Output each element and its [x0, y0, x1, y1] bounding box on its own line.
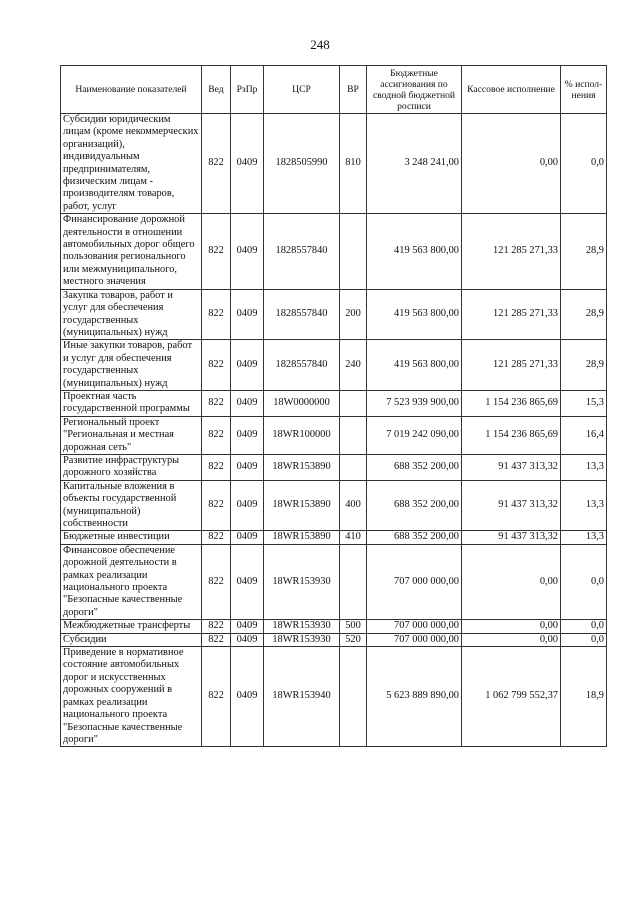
table-row	[61, 214, 607, 289]
row-cash: 0,00	[462, 544, 561, 619]
row-budget: 707 000 000,00	[367, 620, 462, 633]
row-rzpr: 0409	[231, 531, 264, 544]
row-rzpr: 0409	[231, 390, 264, 416]
row-ved: 822	[202, 647, 231, 747]
row-name: Региональный проект "Региональная и местная дорожная сеть"	[61, 416, 202, 454]
row-pct: 16,4	[561, 416, 607, 454]
row-name: Финансовое обеспечение дорожной деятельности в рамках реализации национального проекта "Безопасные качественные дороги"	[61, 544, 202, 619]
row-rzpr: 0409	[231, 544, 264, 619]
row-name: Бюджетные инвестиции	[61, 531, 202, 544]
row-pct: 28,9	[561, 340, 607, 391]
table-row	[61, 544, 607, 619]
table-row	[61, 340, 607, 391]
row-csr: 18WR153930	[264, 544, 340, 619]
row-pct: 28,9	[561, 289, 607, 340]
row-budget: 707 000 000,00	[367, 633, 462, 646]
row-rzpr: 0409	[231, 416, 264, 454]
header-rzpr: РзПр	[231, 66, 264, 114]
row-name: Развитие инфраструктуры дорожного хозяйства	[61, 454, 202, 480]
row-name: Субсидии	[61, 633, 202, 646]
row-vr: 410	[340, 531, 367, 544]
row-vr	[340, 416, 367, 454]
header-budget: Бюджетные ассигнования по сводной бюджетной росписи	[367, 66, 462, 114]
row-pct: 13,3	[561, 454, 607, 480]
header-ved: Вед	[202, 66, 231, 114]
row-vr	[340, 214, 367, 289]
row-pct: 0,0	[561, 114, 607, 214]
row-cash: 0,00	[462, 114, 561, 214]
row-csr: 18WR153930	[264, 620, 340, 633]
row-name: Капитальные вложения в объекты государственной (муниципальной) собственности	[61, 480, 202, 531]
row-budget: 707 000 000,00	[367, 544, 462, 619]
row-name: Межбюджетные трансферты	[61, 620, 202, 633]
row-ved: 822	[202, 544, 231, 619]
row-cash: 91 437 313,32	[462, 480, 561, 531]
row-budget: 419 563 800,00	[367, 289, 462, 340]
row-ved: 822	[202, 390, 231, 416]
row-vr: 240	[340, 340, 367, 391]
row-cash: 1 062 799 552,37	[462, 647, 561, 747]
row-cash: 121 285 271,33	[462, 289, 561, 340]
row-name: Финансирование дорожной деятельности в отношении автомобильных дорог общего пользования регионального или межмуниципального, местного значения	[61, 214, 202, 289]
row-csr: 18WR153890	[264, 480, 340, 531]
page-number: 248	[310, 37, 330, 52]
row-csr: 1828557840	[264, 340, 340, 391]
row-pct: 18,9	[561, 647, 607, 747]
header-vr: ВР	[340, 66, 367, 114]
row-ved: 822	[202, 620, 231, 633]
header-cash: Кассовое исполнение	[462, 66, 561, 114]
table-row	[61, 633, 607, 646]
row-vr	[340, 390, 367, 416]
row-rzpr: 0409	[231, 454, 264, 480]
row-rzpr: 0409	[231, 289, 264, 340]
row-pct: 0,0	[561, 633, 607, 646]
row-rzpr: 0409	[231, 340, 264, 391]
row-pct: 0,0	[561, 620, 607, 633]
row-vr: 500	[340, 620, 367, 633]
header-csr: ЦСР	[264, 66, 340, 114]
row-csr: 1828557840	[264, 214, 340, 289]
row-csr: 18WR153890	[264, 454, 340, 480]
row-cash: 91 437 313,32	[462, 531, 561, 544]
table-row	[61, 620, 607, 633]
row-vr: 400	[340, 480, 367, 531]
row-rzpr: 0409	[231, 214, 264, 289]
row-vr	[340, 454, 367, 480]
table-row	[61, 531, 607, 544]
row-vr: 810	[340, 114, 367, 214]
row-vr: 520	[340, 633, 367, 646]
table-row	[61, 114, 607, 214]
row-pct: 28,9	[561, 214, 607, 289]
row-csr: 18WR153940	[264, 647, 340, 747]
header-name: Наименование показателей	[61, 66, 202, 114]
row-budget: 688 352 200,00	[367, 454, 462, 480]
row-ved: 822	[202, 531, 231, 544]
row-name: Субсидии юридическим лицам (кроме некоммерческих организаций), индивидуальным предпринимателям, физическим лицам - производителям товаров, работ, услуг	[61, 114, 202, 214]
table-header-row	[61, 66, 607, 114]
row-pct: 13,3	[561, 531, 607, 544]
row-ved: 822	[202, 454, 231, 480]
row-ved: 822	[202, 289, 231, 340]
row-rzpr: 0409	[231, 620, 264, 633]
table-row	[61, 480, 607, 531]
table-row	[61, 390, 607, 416]
row-name: Приведение в нормативное состояние автомобильных дорог и искусственных дорожных сооружений в рамках реализации национального проекта "Безопасные качественные дороги"	[61, 647, 202, 747]
header-pct: % испол-нения	[561, 66, 607, 114]
row-cash: 0,00	[462, 633, 561, 646]
table-row	[61, 647, 607, 747]
row-budget: 7 019 242 090,00	[367, 416, 462, 454]
row-budget: 688 352 200,00	[367, 480, 462, 531]
row-budget: 688 352 200,00	[367, 531, 462, 544]
row-budget: 419 563 800,00	[367, 214, 462, 289]
row-cash: 1 154 236 865,69	[462, 390, 561, 416]
row-pct: 15,3	[561, 390, 607, 416]
row-name: Закупка товаров, работ и услуг для обеспечения государственных (муниципальных) нужд	[61, 289, 202, 340]
table-row	[61, 454, 607, 480]
row-csr: 18WR100000	[264, 416, 340, 454]
row-rzpr: 0409	[231, 480, 264, 531]
row-vr	[340, 647, 367, 747]
row-rzpr: 0409	[231, 633, 264, 646]
row-ved: 822	[202, 633, 231, 646]
row-budget: 3 248 241,00	[367, 114, 462, 214]
row-pct: 0,0	[561, 544, 607, 619]
row-rzpr: 0409	[231, 647, 264, 747]
row-budget: 7 523 939 900,00	[367, 390, 462, 416]
table-row	[61, 289, 607, 340]
row-ved: 822	[202, 480, 231, 531]
row-ved: 822	[202, 340, 231, 391]
row-csr: 1828557840	[264, 289, 340, 340]
table-row	[61, 416, 607, 454]
row-budget: 5 623 889 890,00	[367, 647, 462, 747]
row-cash: 0,00	[462, 620, 561, 633]
row-vr	[340, 544, 367, 619]
row-cash: 121 285 271,33	[462, 340, 561, 391]
row-name: Иные закупки товаров, работ и услуг для обеспечения государственных (муниципальных) нужд	[61, 340, 202, 391]
row-csr: 18W0000000	[264, 390, 340, 416]
row-cash: 1 154 236 865,69	[462, 416, 561, 454]
row-ved: 822	[202, 114, 231, 214]
row-rzpr: 0409	[231, 114, 264, 214]
row-vr: 200	[340, 289, 367, 340]
row-pct: 13,3	[561, 480, 607, 531]
row-ved: 822	[202, 214, 231, 289]
row-csr: 18WR153890	[264, 531, 340, 544]
row-csr: 18WR153930	[264, 633, 340, 646]
row-cash: 121 285 271,33	[462, 214, 561, 289]
row-name: Проектная часть государственной программы	[61, 390, 202, 416]
row-csr: 1828505990	[264, 114, 340, 214]
row-ved: 822	[202, 416, 231, 454]
budget-execution-table	[60, 65, 607, 747]
row-cash: 91 437 313,32	[462, 454, 561, 480]
row-budget: 419 563 800,00	[367, 340, 462, 391]
